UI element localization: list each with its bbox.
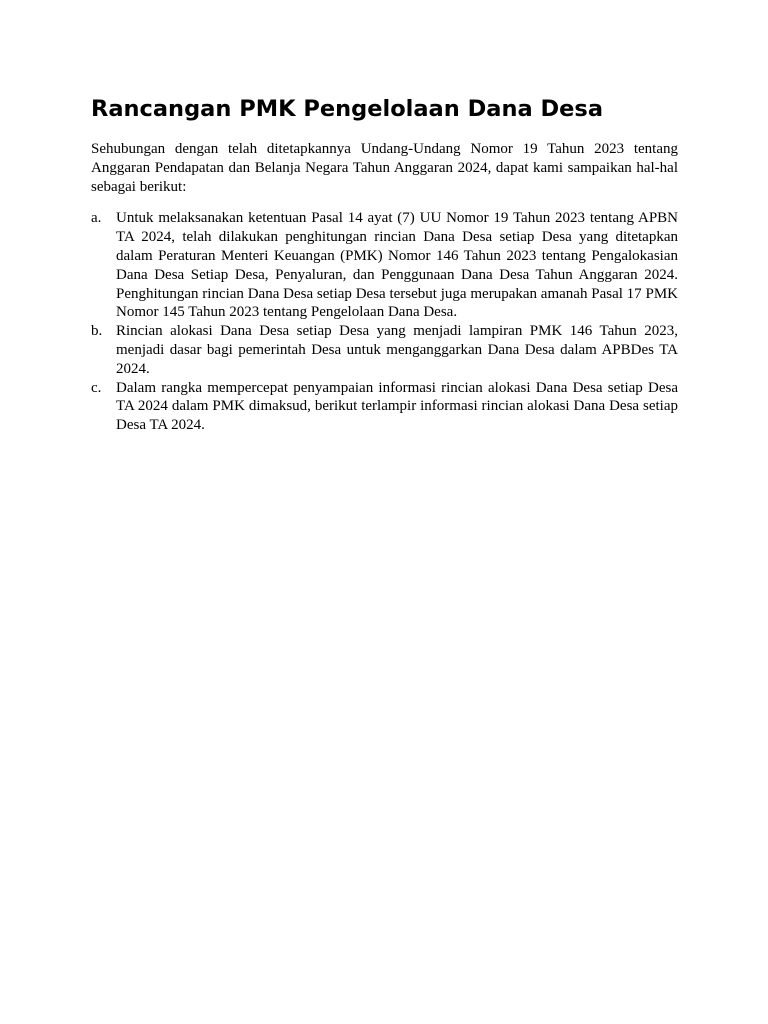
document-page — [91, 94, 678, 435]
item-list — [91, 209, 678, 435]
list-item — [91, 322, 678, 378]
list-marker: b. — [91, 323, 103, 340]
intro-paragraph: Sehubungan dengan telah ditetapkannya Undang-Undang Nomor 19 Tahun 2023 tentang Anggaran Pendapatan dan Belanja Negara Tahun Anggaran 2024, dapat kami sampaikan hal-hal sebagai berikut: — [91, 141, 678, 195]
list-item — [91, 209, 678, 322]
document-title: Rancangan PMK Pengelolaan Dana Desa — [91, 96, 603, 122]
list-item — [91, 379, 678, 435]
list-marker: a. — [91, 210, 102, 227]
list-item-text: Dalam rangka mempercepat penyampaian informasi rincian alokasi Dana Desa setiap Desa TA 2024 dalam PMK dimaksud, berikut terlampir informasi rincian alokasi Dana Desa setiap Desa TA 2024. — [116, 379, 678, 434]
list-marker: c. — [91, 379, 102, 396]
list-item-text: Untuk melaksanakan ketentuan Pasal 14 ayat (7) UU Nomor 19 Tahun 2023 tentang APBN TA 2024, telah dilakukan penghitungan rincian Dana Desa setiap Desa yang ditetapkan dalam Peraturan Menteri Keuangan (PMK) Nomor 146 Tahun 2023 tentang Pengalokasian Dana Desa Setiap Desa, Penyaluran, dan Penggunaan Dana Desa Tahun Anggaran 2024. Penghitungan rincian Dana Desa setiap Desa tersebut juga merupakan amanah Pasal 17 PMK Nomor 145 Tahun 2023 tentang Pengelolaan Dana Desa. — [116, 210, 678, 321]
list-item-text: Rincian alokasi Dana Desa setiap Desa yang menjadi lampiran PMK 146 Tahun 2023, menjadi dasar bagi pemerintah Desa untuk menganggarkan Dana Desa dalam APBDes TA 2024. — [116, 323, 678, 377]
